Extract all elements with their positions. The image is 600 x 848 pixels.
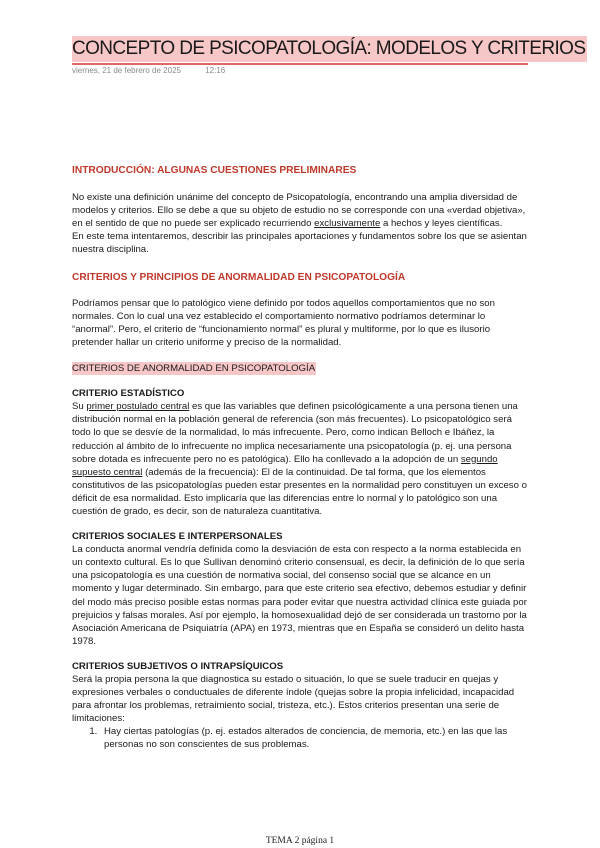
estadistico-postulado-2: segundo supuesto central <box>72 453 498 478</box>
estadistico-text-b: es que las variables que definen psicológicamente a una persona tienen una distribución normal en la población general de referencia (son más frecuentes). Lo psicopatológico será todo lo que se desvíe de la normalidad, lo más infrecuente. Pero, como indican Belloch e Ibáñez, la reducción al ámbito de lo infrecuente no implica necesariamente una psicopatología (p. ej. una persona sobre dotada es infrecuente pero no es patológica). Ello ha conllevado a la adopción de un <box>72 401 518 465</box>
note-date: viernes, 21 de febrero de 2025 <box>72 66 181 75</box>
subjetivos-paragraph: Será la propia persona la que diagnostica su estado o situación, lo que se suele traducir en quejas y expresiones verbales o conductuales de diferente índole (quejas sobre la propia infelicidad, incapacidad para afrontar los problemas, retraimiento social, tristeza, etc.). Estos criterios presentan una serie de limitaciones: <box>72 674 515 725</box>
note-time: 12:16 <box>205 66 226 75</box>
subjetivos-heading: CRITERIOS SUBJETIVOS O INTRAPSÍQUICOS <box>72 660 284 672</box>
intro-text-b: a hechos y leyes científicas. <box>380 218 503 230</box>
limitaciones-list <box>72 725 530 751</box>
criterios-subheading-wrap <box>72 362 530 375</box>
estadistico-text-a: Su <box>72 401 87 413</box>
criterios-paragraph: Podríamos pensar que lo patológico viene definido por todos aquellos comportamientos que no son normales. Con lo cual una vez establecido el comportamiento normativo podríamos determinar lo “anormal”. Pero, el criterio de “funcionamiento normal” es plural y multiforme, por lo que es ilusorio pretender hallar un criterio uniforme y preciso de la normalidad. <box>72 297 495 348</box>
intro-heading: INTRODUCCIÓN: ALGUNAS CUESTIONES PRELIMINARES <box>72 165 357 176</box>
intro-text-a: No existe una definición unánime del concepto de Psicopatología, encontrando una amplia diversidad de modelos y criterios. Ello se debe a que su objeto de estudio no se corresponde con una «verdad objetiva», en el sentido de que no puede ser explicado recurriendo <box>72 192 526 230</box>
title-underline <box>72 63 528 65</box>
note-meta <box>72 66 225 75</box>
estadistico-postulado-1: primer postulado central <box>86 401 190 413</box>
page-footer: TEMA 2 página 1 <box>265 836 335 846</box>
sociales-paragraph: La conducta anormal vendría definida como la desviación de esta con respecto a la norma establecida en un contexto cultural. Es lo que Sullivan denominó criterio consensual, es decir, la definición de lo que sería una psicopatología es una cuestión de normativa social, del consenso social que se alcance en un momento y lugar determinado. Sin embargo, para que este criterio sea efectivo, debemos estudiar y definir del modo más preciso posible estas normas para poder evitar que nuestra actividad clínica este guiada por prejuicios y falsas morales. Así por ejemplo, la homosexualidad dejó de ser considerada un trastorno por la Asociación Americana de Psiquiatría (APA) en 1973, mientras que en España se consideró un delito hasta 1978. <box>72 544 527 647</box>
page-title: CONCEPTO DE PSICOPATOLOGÍA: MODELOS Y CRITERIOS <box>72 36 587 62</box>
sociales-heading: CRITERIOS SOCIALES E INTERPERSONALES <box>72 531 283 543</box>
title-block <box>72 36 587 65</box>
intro-underlined: exclusivamente <box>314 218 381 230</box>
estadistico-text-c: (además de la frecuencia): El de la continuidad. De tal forma, que los elementos constitutivos de las psicopatologías pueden estar presentes en la normalidad pero constituyen un exceso o déficit de esa normalidad. Esto implicaría que las diferencias entre lo normal y lo patológico son una cuestión de grado, es decir, son de naturaleza cuantitativa. <box>72 466 527 517</box>
intro-paragraph-1 <box>72 191 530 230</box>
note-body <box>72 158 530 752</box>
estadistico-paragraph <box>72 400 530 518</box>
intro-paragraph-2: En este tema intentaremos, describir las principales aportaciones y fundamentos sobre los que se asientan nuestra disciplina. <box>72 231 527 256</box>
criterios-subheading: CRITERIOS DE ANORMALIDAD EN PSICOPATOLOGÍA <box>72 363 316 375</box>
criterios-heading: CRITERIOS Y PRINCIPIOS DE ANORMALIDAD EN PSICOPATOLOGÍA <box>72 271 406 283</box>
estadistico-heading: CRITERIO ESTADÍSTICO <box>72 388 185 400</box>
list-item: 1. Hay ciertas patologías (p. ej. estados alterados de conciencia, de memoria, etc.) en las que las personas no son conscientes de sus problemas. <box>100 725 530 751</box>
